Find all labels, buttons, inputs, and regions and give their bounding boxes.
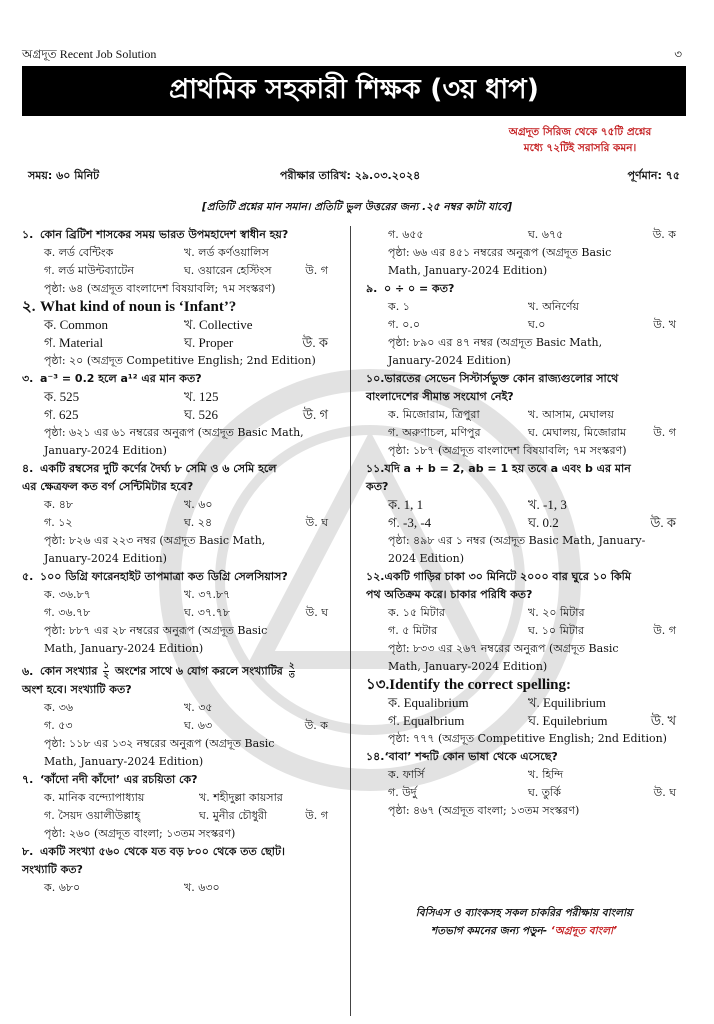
question-text: একটি রম্বসের দুটি কর্ণের দৈর্ঘ্য ৮ সেমি ও ৬ সেমি হলে xyxy=(40,462,277,475)
answer: উ. গ xyxy=(305,809,328,822)
question-text: কোন সংখ্যার xyxy=(40,664,98,678)
question-text: ০ ÷ ০ = কত? xyxy=(384,282,455,295)
exam-date: পরীক্ষার তারিখ: ২৯.০৩.২০২৪ xyxy=(280,169,421,182)
question-5 xyxy=(22,568,334,658)
question-number: ৮. xyxy=(22,845,34,858)
option-c: গ. Equalbrium xyxy=(388,713,465,728)
question-text-cont: কত? xyxy=(366,480,389,493)
question-text: ‘কাঁদো নদী কাঁদো’ এর রচয়িতা কে? xyxy=(40,773,198,786)
question-text: What kind of noun is ‘Infant’? xyxy=(40,299,237,315)
reference-cont: Math, January-2024 Edition) xyxy=(44,755,204,768)
answer: উ. খ xyxy=(650,713,676,728)
fraction-numerator: ১ xyxy=(103,661,110,671)
option-b: খ. ৬০ xyxy=(184,498,213,511)
option-d: ঘ. তুর্কি xyxy=(528,786,561,799)
option-d: ঘ. Equilebrium xyxy=(528,713,608,728)
option-b: খ. অনির্ণেয় xyxy=(528,300,580,313)
question-text: একটি গাড়ির চাকা ৩০ মিনিটে ২০০০ বার ঘুরে ১০ কিমি xyxy=(384,570,631,583)
question-number: ৫. xyxy=(22,570,34,583)
instruction: [প্রতিটি প্রশ্নের মান সমান। প্রতিটি ভুল উত্তরের জন্য .২৫ নম্বর কাটা যাবে] xyxy=(201,201,513,213)
option-c: গ. ৫৩ xyxy=(44,719,73,732)
option-a: ক. মানিক বন্দ্যোপাধ্যায় xyxy=(44,791,145,804)
option-b: খ. Equilibrium xyxy=(528,695,606,710)
reference: পৃষ্ঠা: ৪৯৮ এর ১ নম্বর (অগ্রদূত Basic Math, January- xyxy=(388,534,646,547)
option-d: ঘ. ৬৩ xyxy=(184,719,213,732)
reference: পৃষ্ঠা: ৮৩৩ এর ২৬৭ নম্বরের অনুরূপ (অগ্রদূত Basic xyxy=(388,642,619,655)
column-divider xyxy=(350,226,351,1016)
option-d: ঘ. ২৪ xyxy=(184,516,213,529)
fraction-half xyxy=(103,662,109,681)
option-c: গ. ০.০ xyxy=(388,318,421,331)
question-number: ১২. xyxy=(366,570,385,583)
option-c: গ. উর্দু xyxy=(388,786,417,799)
question-number: ৩. xyxy=(22,372,34,385)
option-d: ঘ. Proper xyxy=(184,335,234,350)
option-d: ঘ. ৬৭৫ xyxy=(528,228,564,241)
answer: উ. গ xyxy=(653,624,676,637)
question-text: a⁻³ = 0.2 হলে a¹² এর মান কত? xyxy=(40,372,202,385)
question-8-cont xyxy=(366,226,682,280)
question-11 xyxy=(366,460,682,568)
reference: পৃষ্ঠা: ৬৪ (অগ্রদূত বাংলাদেশ বিষয়াবলি; ৭ম সংস্করণ) xyxy=(44,282,276,295)
answer: উ. ঘ xyxy=(305,516,328,529)
promo-line2: শতভাগ কমনের জন্য পড়ুন- xyxy=(430,925,548,937)
question-text-cont: পথ অতিক্রম করে। চাকার পরিধি কত? xyxy=(366,588,533,601)
reference: পৃষ্ঠা: ৭৭৭ (অগ্রদূত Competitive English; 2nd Edition) xyxy=(388,732,667,745)
option-a: ক. Common xyxy=(44,317,108,332)
reference-cont: January-2024 Edition) xyxy=(44,552,167,565)
reference: পৃষ্ঠা: ৪৬৭ (অগ্রদূত বাংলা; ১৩তম সংস্করণ) xyxy=(388,804,580,817)
question-2 xyxy=(22,298,334,370)
reference: পৃষ্ঠা: ১৮৭ (অগ্রদূত বাংলাদেশ বিষয়াবলি; ৭ম সংস্করণ) xyxy=(388,444,627,457)
page-title: প্রাথমিক সহকারী শিক্ষক (৩য় ধাপ) xyxy=(22,66,686,116)
question-text: ভারতের সেভেন সিস্টার্সভুক্ত কোন রাজ্যগুলোর সাথে xyxy=(384,372,619,385)
option-b: খ. Collective xyxy=(184,317,253,332)
question-number: ১৩. xyxy=(366,677,390,693)
option-b: খ. লর্ড কর্ণওয়ালিস xyxy=(184,246,269,259)
question-text: যদি a + b = 2, ab = 1 হয় তবে a এবং b এর মান xyxy=(384,462,631,475)
option-a: ক. ফার্সি xyxy=(388,768,425,781)
option-a: ক. লর্ড বেন্টিংক xyxy=(44,246,114,259)
option-b: খ. হিন্দি xyxy=(528,768,564,781)
fraction-denominator: ৩ xyxy=(288,671,295,681)
option-a: ক. ৩৬ xyxy=(44,701,73,714)
page-number: ৩ xyxy=(674,47,682,61)
answer: উ. গ xyxy=(305,264,328,277)
option-c: গ. ১২ xyxy=(44,516,73,529)
option-b: খ. আসাম, মেঘালয় xyxy=(528,408,614,421)
question-3 xyxy=(22,370,334,460)
option-a: ক. 525 xyxy=(44,389,80,404)
promo-line1: বিসিএস ও ব্যাংকসহ সকল চাকরির পরীক্ষায় বাংলায় xyxy=(415,907,633,919)
reference-cont: Math, January-2024 Edition) xyxy=(44,642,204,655)
question-7 xyxy=(22,771,334,843)
promo-book: ‘অগ্রদূত বাংলা’ xyxy=(550,925,618,937)
question-number: ১৪. xyxy=(366,750,385,763)
question-1 xyxy=(22,226,334,298)
option-d: ঘ.০ xyxy=(528,318,546,331)
question-12 xyxy=(366,568,682,676)
reference: পৃষ্ঠা: ৮৮৭ এর ২৮ নম্বরের অনুরূপ (অগ্রদূত Basic xyxy=(44,624,268,637)
option-c: গ. ৩৬.৭৮ xyxy=(44,606,91,619)
answer: উ. ক xyxy=(650,515,676,530)
question-text-cont: সংখ্যাটি কত? xyxy=(22,863,83,876)
question-text: Identify the correct spelling: xyxy=(389,677,572,693)
option-b: খ. শহীদুল্লা কায়সার xyxy=(199,791,283,804)
answer: উ. ক xyxy=(652,228,676,241)
option-d: ঘ. ১০ মিটার xyxy=(528,624,585,637)
question-text-cont: এর ক্ষেত্রফল কত বর্গ সেন্টিমিটার হবে? xyxy=(22,480,194,493)
question-number: ১০. xyxy=(366,372,385,385)
question-number: ৪. xyxy=(22,462,34,475)
reference: পৃষ্ঠা: ২০ (অগ্রদূত Competitive English; 2nd Edition) xyxy=(44,354,316,367)
option-a: ক. 1, 1 xyxy=(388,497,424,512)
question-text-cont: অংশ হবে। সংখ্যাটি কত? xyxy=(22,683,132,696)
option-d: ঘ. মেঘালয়, মিজোরাম xyxy=(528,426,627,439)
reference-cont: 2024 Edition) xyxy=(388,552,465,565)
answer: উ. ক xyxy=(304,719,328,732)
option-b: খ. ২০ মিটার xyxy=(528,606,585,619)
reference: পৃষ্ঠা: ২৬০ (অগ্রদূত বাংলা; ১৩তম সংস্করণ) xyxy=(44,827,236,840)
option-d: ঘ. মুনীর চৌধুরী xyxy=(199,809,268,822)
option-b: খ. ৬৩০ xyxy=(184,881,220,894)
question-13 xyxy=(366,676,682,748)
option-d: ঘ. 0.2 xyxy=(528,515,559,530)
common-note-line1: অগ্রদূত সিরিজ থেকে ৭৫টি প্রশ্নের xyxy=(508,126,652,138)
left-column xyxy=(22,226,334,897)
answer: উ. ক xyxy=(302,335,328,350)
question-text-cont: বাংলাদেশের সীমান্ত সংযোগ নেই? xyxy=(366,390,514,403)
option-c: গ. সৈয়দ ওয়ালীউল্লাহ্ xyxy=(44,809,141,822)
question-number: ১. xyxy=(22,228,34,241)
reference-cont: January-2024 Edition) xyxy=(388,354,511,367)
option-a: ক. ৪৮ xyxy=(44,498,73,511)
question-6 xyxy=(22,662,334,771)
question-9 xyxy=(366,280,682,370)
promo-box xyxy=(366,904,682,940)
option-c: গ. -3, -4 xyxy=(388,515,432,530)
question-text: ১০০ ডিগ্রি ফারেনহাইট তাপমাত্রা কত ডিগ্রি সেলসিয়াস? xyxy=(40,570,288,583)
option-a: ক. ৩৬.৮৭ xyxy=(44,588,91,601)
question-text: একটি সংখ্যা ৫৬০ থেকে যত বড় ৮০০ থেকে তত ছোট। xyxy=(40,845,285,858)
question-number: ১১. xyxy=(366,462,385,475)
option-a: ক. ১৫ মিটার xyxy=(388,606,445,619)
question-number: ৭. xyxy=(22,773,34,786)
option-c: গ. ৬৫৫ xyxy=(388,228,424,241)
option-c: গ. Material xyxy=(44,335,104,350)
question-number: ২. xyxy=(22,299,36,315)
reference-cont: Math, January-2024 Edition) xyxy=(388,660,548,673)
reference: পৃষ্ঠা: ৬২১ এর ৬১ নম্বরের অনুরূপ (অগ্রদূত Basic Math, xyxy=(44,426,304,439)
option-b: খ. -1, 3 xyxy=(528,497,567,512)
option-a: ক. ৬৮০ xyxy=(44,881,81,894)
option-c: গ. ৫ মিটার xyxy=(388,624,438,637)
reference-cont: Math, January-2024 Edition) xyxy=(388,264,548,277)
question-4 xyxy=(22,460,334,568)
question-number: ৯. xyxy=(366,282,378,295)
question-text-mid: অংশের সাথে ৬ যোগ করলে সংখ্যাটির xyxy=(114,664,283,678)
running-header: অগ্রদূত Recent Job Solution xyxy=(22,47,157,61)
option-b: খ. ৩৫ xyxy=(184,701,213,714)
question-14 xyxy=(366,748,682,820)
answer: উ. ঘ xyxy=(653,786,676,799)
exam-time: সময়: ৬০ মিনিট xyxy=(28,169,100,182)
full-marks: পূর্ণমান: ৭৫ xyxy=(627,169,680,182)
question-8 xyxy=(22,843,334,897)
reference: পৃষ্ঠা: ১১৮ এর ১৩২ নম্বরের অনুরূপ (অগ্রদূত Basic xyxy=(44,737,275,750)
option-b: খ. 125 xyxy=(184,389,219,404)
option-c: গ. অরুণাচল, মণিপুর xyxy=(388,426,481,439)
reference: পৃষ্ঠা: ৮২৬ এর ২২৩ নম্বর (অগ্রদূত Basic Math, xyxy=(44,534,266,547)
option-a: ক. ১ xyxy=(388,300,410,313)
question-10 xyxy=(366,370,682,460)
answer: উ. গ xyxy=(653,426,676,439)
question-text: কোন ব্রিটিশ শাসকের সময় ভারত উপমহাদেশ স্বাধীন হয়? xyxy=(40,228,289,241)
reference: পৃষ্ঠা: ৬৬ এর ৪৫১ নম্বরের অনুরূপ (অগ্রদূত Basic xyxy=(388,246,612,259)
reference-cont: January-2024 Edition) xyxy=(44,444,167,457)
answer: উ. খ xyxy=(653,318,676,331)
question-number: ৬. xyxy=(22,664,34,678)
fraction-two-thirds xyxy=(289,662,295,681)
option-d: ঘ. ৩৭.৭৮ xyxy=(184,606,230,619)
option-a: ক. Equalibrium xyxy=(388,695,469,710)
question-text: ‘বাবা’ শব্দটি কোন ভাষা থেকে এসেছে? xyxy=(384,750,558,763)
option-c: গ. 625 xyxy=(44,407,79,422)
fraction-denominator: ২ xyxy=(103,671,110,681)
reference: পৃষ্ঠা: ৮৯০ এর ৪৭ নম্বর (অগ্রদূত Basic Math, xyxy=(388,336,603,349)
option-d: ঘ. ওয়ারেন হেস্টিংস xyxy=(184,264,272,277)
answer: উ. ঘ xyxy=(305,606,328,619)
answer: উ. গ xyxy=(302,407,328,422)
common-note xyxy=(480,124,680,156)
right-column xyxy=(366,226,682,820)
fraction-numerator: ২ xyxy=(288,661,295,671)
option-d: ঘ. 526 xyxy=(184,407,219,422)
option-b: খ. ৩৭.৮৭ xyxy=(184,588,231,601)
common-note-line2: মধ্যে ৭২টিই সরাসরি কমন। xyxy=(523,142,637,154)
option-c: গ. লর্ড মাউন্টব্যাটেন xyxy=(44,264,134,277)
option-a: ক. মিজোরাম, ত্রিপুরা xyxy=(388,408,480,421)
